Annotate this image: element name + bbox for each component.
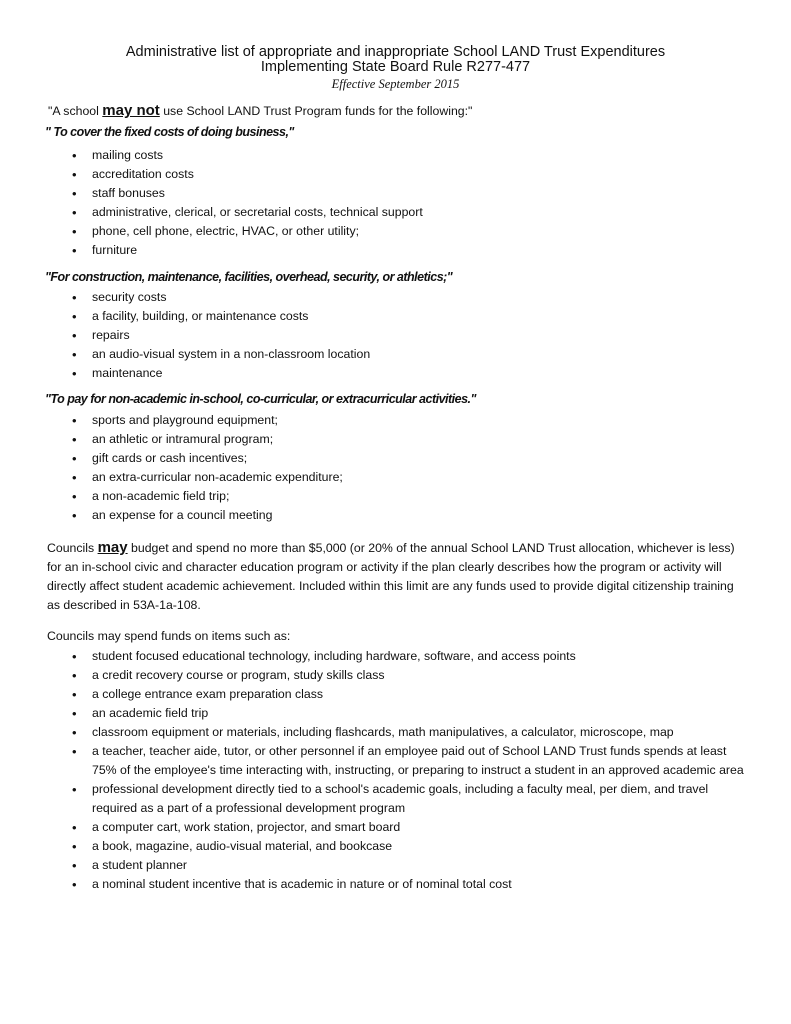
list-item: • an athletic or intramural program;: [72, 430, 343, 449]
non-academic-list: [72, 411, 343, 525]
list-item: • a facility, building, or maintenance costs: [72, 307, 370, 326]
councils-before: Councils: [47, 541, 98, 555]
list-item: • a book, magazine, audio-visual material, and bookcase: [72, 837, 752, 856]
list-item: • a college entrance exam preparation class: [72, 685, 752, 704]
list-item: • maintenance: [72, 364, 370, 383]
document-title-rule: Implementing State Board Rule R277-477: [260, 59, 531, 75]
list-item: • repairs: [72, 326, 370, 345]
list-item: • a student planner: [72, 856, 752, 875]
councils-emphasis: may: [97, 539, 128, 556]
construction-list: [72, 288, 370, 383]
intro-statement: [48, 103, 472, 119]
allowed-items-list: [72, 647, 752, 894]
list-item: • a credit recovery course or program, study skills class: [72, 666, 752, 685]
list-item: • a non-academic field trip;: [72, 487, 343, 506]
fixed-costs-list: [72, 146, 423, 260]
section-heading-non-academic: "To pay for non-academic in-school, co-curricular, or extracurricular activities.": [45, 392, 476, 406]
list-item: • an expense for a council meeting: [72, 506, 343, 525]
list-item: • accreditation costs: [72, 165, 423, 184]
list-item: • sports and playground equipment;: [72, 411, 343, 430]
councils-may-paragraph: [47, 538, 747, 615]
section-heading-fixed-costs: " To cover the fixed costs of doing business,": [45, 125, 294, 139]
list-item: • gift cards or cash incentives;: [72, 449, 343, 468]
list-item: • a teacher, teacher aide, tutor, or other personnel if an employee paid out of School LAND Trust funds spends at least 75% of the employee's time interacting with, instructing, or preparing to instruct a student in an approved academic area: [72, 742, 752, 780]
list-item: • a nominal student incentive that is academic in nature or of nominal total cost: [72, 875, 752, 894]
list-item: • staff bonuses: [72, 184, 423, 203]
list-item: • administrative, clerical, or secretarial costs, technical support: [72, 203, 423, 222]
intro-before: "A school: [48, 104, 103, 118]
list-item: • a computer cart, work station, projector, and smart board: [72, 818, 752, 837]
effective-date: Effective September 2015: [331, 77, 460, 91]
list-item: • phone, cell phone, electric, HVAC, or other utility;: [72, 222, 423, 241]
list-item: • furniture: [72, 241, 423, 260]
section-heading-construction: "For construction, maintenance, facilities, overhead, security, or athletics;": [45, 270, 453, 284]
list-item: • mailing costs: [72, 146, 423, 165]
intro-after: use School LAND Trust Program funds for the following:": [159, 104, 473, 118]
list-item: • an extra-curricular non-academic expenditure;: [72, 468, 343, 487]
list-item: • classroom equipment or materials, including flashcards, math manipulatives, a calculator, microscope, map: [72, 723, 752, 742]
intro-emphasis: may not: [102, 102, 160, 119]
list-item: • an academic field trip: [72, 704, 752, 723]
list-item: • student focused educational technology, including hardware, software, and access points: [72, 647, 752, 666]
document-title: Administrative list of appropriate and inappropriate School LAND Trust Expenditures: [125, 44, 666, 60]
councils-after: budget and spend no more than $5,000 (or 20% of the annual School LAND Trust allocation, whichever is less) for an in-school civic and character education program or activity if the plan clearly describes how the program or activity will directly affect student academic achievement. Included within this limit are any funds used to provide digital citizenship training as described in 53A-1a-108.: [47, 541, 735, 612]
spend-intro: Councils may spend funds on items such as:: [47, 629, 291, 643]
list-item: • an audio-visual system in a non-classroom location: [72, 345, 370, 364]
list-item: • security costs: [72, 288, 370, 307]
list-item: • professional development directly tied to a school's academic goals, including a faculty meal, per diem, and travel required as a part of a professional development program: [72, 780, 752, 818]
